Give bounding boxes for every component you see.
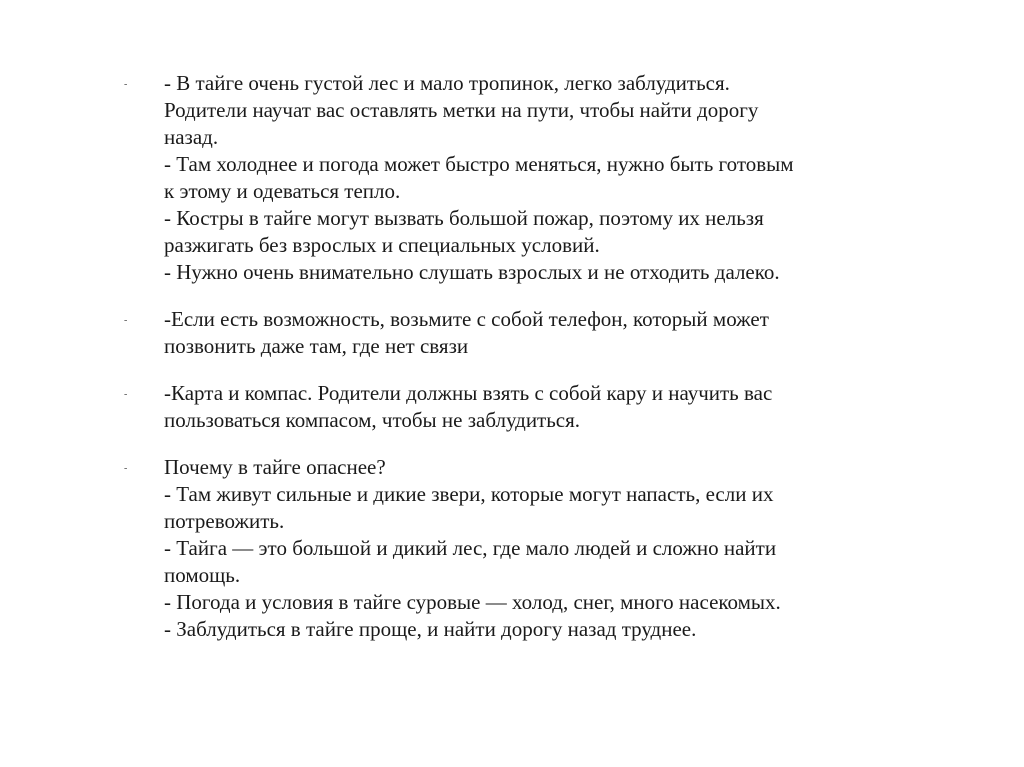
list-item: [124, 380, 884, 434]
text-line: - Тайга — это большой и дикий лес, где мало людей и сложно найти: [164, 536, 777, 560]
text-line: позвонить даже там, где нет связи: [164, 334, 469, 358]
bullet-marker: -: [124, 79, 128, 90]
text-line: - Костры в тайге могут вызвать большой пожар, поэтому их нельзя: [164, 206, 764, 230]
bullet-list: [124, 70, 884, 663]
bullet-marker: -: [124, 389, 128, 400]
text-line: помощь.: [164, 563, 241, 587]
text-line: - Там холоднее и погода может быстро меняться, нужно быть готовым: [164, 152, 794, 176]
bullet-marker: -: [124, 463, 128, 474]
text-line: - Заблудиться в тайге проще, и найти дорогу назад труднее.: [164, 617, 697, 641]
text-line: назад.: [164, 125, 219, 149]
text-line: пользоваться компасом, чтобы не заблудиться.: [164, 408, 581, 432]
text-line: Почему в тайге опаснее?: [164, 455, 386, 479]
text-line: потревожить.: [164, 509, 285, 533]
text-line: - Там живут сильные и дикие звери, которые могут напасть, если их: [164, 482, 774, 506]
text-line: Родители научат вас оставлять метки на пути, чтобы найти дорогу: [164, 98, 759, 122]
list-item: [124, 454, 884, 643]
list-item: [124, 306, 884, 360]
text-line: разжигать без взрослых и специальных условий.: [164, 233, 600, 257]
text-line: -Карта и компас. Родители должны взять с собой кару и научить вас: [164, 381, 773, 405]
text-line: - Нужно очень внимательно слушать взрослых и не отходить далеко.: [164, 260, 780, 284]
text-line: - В тайге очень густой лес и мало тропинок, легко заблудиться.: [164, 71, 730, 95]
list-item: [124, 70, 884, 286]
text-line: к этому и одеваться тепло.: [164, 179, 401, 203]
text-line: -Если есть возможность, возьмите с собой телефон, который может: [164, 307, 769, 331]
bullet-marker: -: [124, 315, 128, 326]
text-line: - Погода и условия в тайге суровые — холод, снег, много насекомых.: [164, 590, 781, 614]
